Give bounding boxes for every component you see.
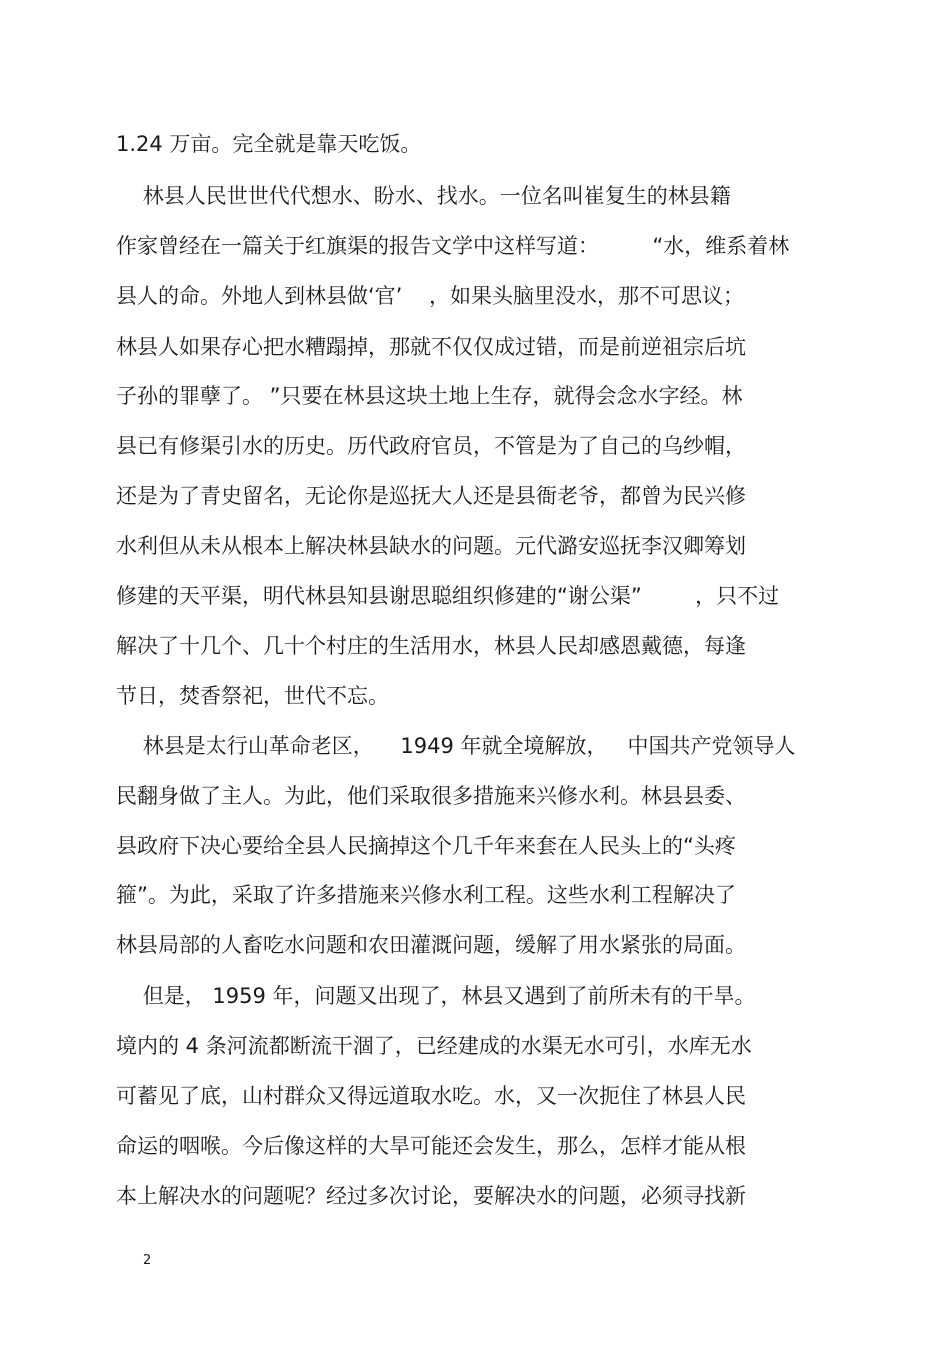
text-line: 民翻身做了主人。为此，他们采取很多措施来兴修水利。林县县委、 [116,784,746,808]
text-line: 解决了十几个、几十个村庄的生活用水，林县人民却感恩戴德，每逢 [116,634,746,658]
text-line: 1.24 万亩。完全就是靠天吃饭。 [116,132,422,156]
text-line: 县人的命。外地人到林县做‘官’ ，如果头脑里没水，那不可思议； [116,284,745,308]
text-line: 林县局部的人畜吃水问题和农田灌溉问题，缓解了用水紧张的局面。 [116,933,746,957]
text-line: 县已有修渠引水的历史。历代政府官员，不管是为了自己的乌纱帽， [116,434,746,458]
text-line: 本上解决水的问题呢？经过多次讨论，要解决水的问题，必须寻找新 [116,1184,746,1208]
text-line: 林县人如果存心把水糟蹋掉，那就不仅仅成过错，而是前逆祖宗后坑 [116,335,746,359]
text-line: 县政府下决心要给全县人民摘掉这个几千年来套在人民头上的“头疼 [116,834,736,858]
text-line: 林县是太行山革命老区， 1949 年就全境解放， 中国共产党领导人 [116,734,796,758]
text-line: 修建的天平渠，明代林县知县谢思聪组织修建的“谢公渠” ，只不过 [116,584,780,608]
text-line: 林县人民世世代代想水、盼水、找水。一位名叫崔复生的林县籍 [116,184,731,208]
text-line: 命运的咽喉。今后像这样的大旱可能还会发生，那么，怎样才能从根 [116,1134,746,1158]
text-line: 还是为了青史留名，无论你是巡抚大人还是县衙老爷，都曾为民兴修 [116,484,746,508]
text-line: 但是， 1959 年，问题又出现了，林县又遇到了前所未有的干旱。 [116,984,756,1008]
text-line: 箍”。为此，采取了许多措施来兴修水利工程。这些水利工程解决了 [116,883,736,907]
page-number: 2 [143,1253,152,1268]
text-line: 境内的 4 条河流都断流干涸了，已经建成的水渠无水可引，水库无水 [116,1034,752,1058]
text-line: 子孙的罪孽了。 ”只要在林县这块土地上生存，就得会念水字经。林 [116,384,743,408]
text-line: 作家曾经在一篇关于红旗渠的报告文学中这样写道： “水，维系着林 [116,234,790,258]
text-line: 节日，焚香祭祀，世代不忘。 [116,684,389,708]
text-line: 水利但从未从根本上解决林县缺水的问题。元代潞安巡抚李汉卿筹划 [116,534,746,558]
text-line: 可蓄见了底，山村群众又得远道取水吃。水，又一次扼住了林县人民 [116,1084,746,1108]
